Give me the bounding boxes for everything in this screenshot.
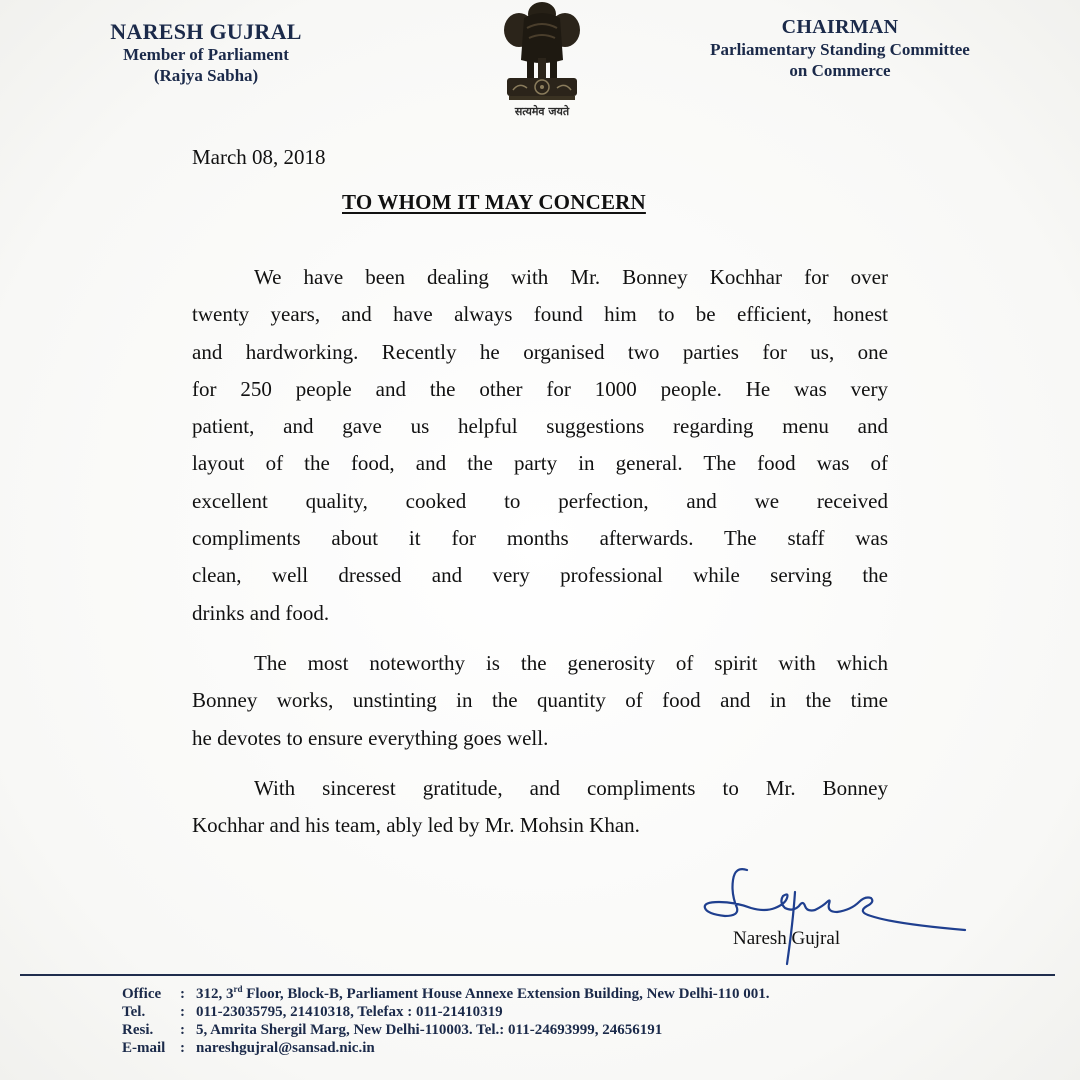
paragraph-line: twenty years, and have always found him to be efficient, honest [192,302,888,327]
handwritten-signature-icon [695,862,975,972]
paragraph-line: drinks and food. [192,600,330,625]
committee-role: CHAIRMAN [781,16,899,38]
paragraph-line: compliments about it for months afterwards. The staff was [192,526,888,551]
paragraph-line: clean, well dressed and very professional while serving the [192,563,888,588]
office-address-part: Floor, Block-B, Parliament House Annexe Extension Building, New Delhi-110 001. [242,986,770,1002]
body-paragraph-1 [192,259,888,632]
letterhead-right [650,15,1030,81]
footer-label: Office [122,986,162,1002]
paragraph-line: for 250 people and the other for 1000 people. He was very [192,376,888,401]
committee-subject: on Commerce [789,61,891,80]
paragraph-line: layout of the food, and the party in general. The food was of [192,451,888,476]
email-address: nareshgujral@sansad.nic.in [196,1040,375,1056]
signatory-name: Naresh Gujral [733,928,841,949]
body-paragraph-3 [192,770,888,845]
footer-colon: : [180,1040,185,1056]
letter-subject: TO WHOM IT MAY CONCERN [342,190,646,214]
paragraph-line: We have been dealing with Mr. Bonney Kochhar for over [254,265,888,289]
residence-address: 5, Amrita Shergil Marg, New Delhi-110003. Tel.: 011-24693999, 24656191 [196,1022,663,1038]
paragraph-line: patient, and gave us helpful suggestions regarding menu and [192,414,888,439]
footer-row-office [122,985,769,1003]
committee-name: Parliamentary Standing Committee [710,40,970,59]
footer-label: Tel. [122,1004,146,1020]
letter-date: March 08, 2018 [192,145,326,169]
paragraph-line: he devotes to ensure everything goes well. [192,725,549,750]
footer-row-tel [122,1003,769,1021]
footer-contact [122,985,769,1057]
paragraph-line: The most noteworthy is the generosity of spirit with which [254,651,888,675]
footer-colon: : [180,986,185,1002]
footer-divider [20,974,1055,976]
footer-row-email [122,1039,769,1057]
footer-colon: : [180,1004,185,1020]
footer-label: Resi. [122,1022,154,1038]
paragraph-line: and hardworking. Recently he organised two parties for us, one [192,339,888,364]
telephone-numbers: 011-23035795, 21410318, Telefax : 011-21410319 [196,1004,503,1020]
office-address-part: 312, 3 [196,986,234,1002]
sender-name: NARESH GUJRAL [110,19,302,44]
footer-row-residence [122,1021,769,1039]
paragraph-line: Bonney works, unstinting in the quantity of food and in the time [192,688,888,713]
footer-colon: : [180,1022,185,1038]
sender-house: (Rajya Sabha) [153,66,259,85]
paragraph-line: excellent quality, cooked to perfection, and we received [192,488,888,513]
sender-title: Member of Parliament [123,45,289,64]
office-address [196,985,769,1003]
footer-label: E-mail [122,1040,166,1056]
emblem-motto: सत्यमेव जयते [514,105,570,118]
paragraph-line: Kochhar and his team, ably led by Mr. Mohsin Khan. [192,813,640,838]
letterhead-left [62,20,362,86]
body-paragraph-2 [192,645,888,757]
paragraph-line: With sincerest gratitude, and compliments to Mr. Bonney [254,776,888,800]
ordinal-suffix: rd [233,984,243,994]
